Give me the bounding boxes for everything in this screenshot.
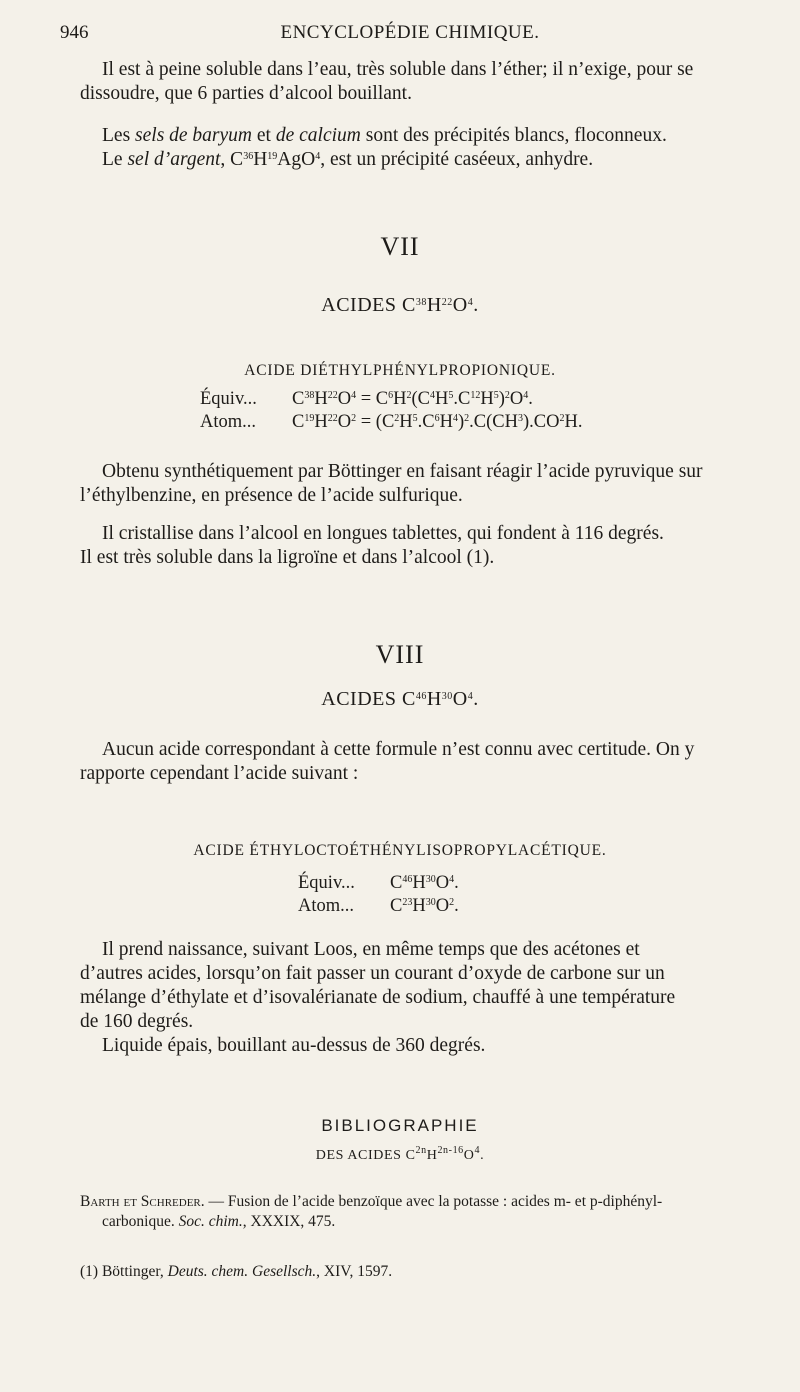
synthesis-paragraph: [80, 460, 758, 508]
loos-line-1: Il prend naissance, suivant Loos, en même temps que des acétones et: [102, 939, 640, 960]
salts-line: Les sels de baryum et de calcium sont des précipités blancs, floconneux.: [102, 125, 667, 146]
crystallization-line-1: Il cristallise dans l’alcool en longues tablettes, qui fondent à 116 degrés.: [102, 523, 664, 544]
synthesis-line-2: l’éthylbenzine, en présence de l’acide sulfurique.: [80, 485, 463, 506]
intro-line-1: Il est à peine soluble dans l’eau, très soluble dans l’éther; il n’exige, pour se: [102, 59, 694, 80]
bibliography-subtitle: DES ACIDES $C^{2n}H^{2n-16}O^4$.: [315, 1145, 485, 1163]
bibliography-entry-line-2: carbonique. Soc. chim., XXXIX, 475.: [102, 1213, 336, 1230]
section-title-8: ACIDES $C^{46}H^{30}O^4$.: [321, 688, 479, 710]
formula-block-8: [298, 872, 459, 918]
intro-paragraph: [80, 58, 758, 106]
silver-line: Le sel d’argent, $C^{36}H^{19}AgO^4$, est un précipité caséeux, anhydre.: [102, 149, 594, 170]
equiv-formula-7: Équiv... $C^{38}H^{22}O^4 = C^6H^2(C^4H^5.C^{12}H^5)^2O^4$.: [200, 389, 533, 409]
section-number-8: VIII: [375, 640, 425, 669]
intro-line-2: dissoudre, que 6 parties d’alcool bouillant.: [80, 83, 412, 104]
crystallization-paragraph: [80, 522, 758, 570]
equiv-formula-8: Équiv... $C^{46}H^{30}O^4$.: [298, 873, 459, 893]
uncertain-line-2: rapporte cependant l’acide suivant :: [80, 763, 359, 784]
uncertain-line-1: Aucun acide correspondant à cette formule n’est connu avec certitude. On y: [102, 739, 695, 760]
salts-paragraph: [80, 124, 758, 172]
loos-paragraph: [80, 938, 758, 1058]
synthesis-line-1: Obtenu synthétiquement par Böttinger en faisant réagir l’acide pyruvique sur: [102, 461, 703, 482]
bibliography-entry-line-1: Barth et Schreder. — Fusion de l’acide benzoïque avec la potasse : acides m- et p-diphényl-: [80, 1193, 663, 1210]
footnote: (1) Böttinger, Deuts. chem. Gesellsch., XIV, 1597.: [80, 1263, 393, 1280]
loos-line-2: d’autres acides, lorsqu’on fait passer un courant d’oxyde de carbone sur un: [80, 963, 665, 984]
acid-name-ethyloctoethenylisopropylacetique: ACIDE ÉTHYLOCTOÉTHÉNYLISOPROPYLACÉTIQUE.: [193, 842, 607, 859]
liquid-line: Liquide épais, bouillant au-dessus de 360 degrés.: [102, 1035, 486, 1056]
section-title-7: ACIDES $C^{38}H^{22}O^4$.: [321, 294, 479, 316]
atom-formula-8: Atom... $C^{23}H^{30}O^2$.: [298, 896, 459, 916]
bibliography-entry: [80, 1192, 762, 1232]
acid-name-diethylphenylpropionique: ACIDE DIÉTHYLPHÉNYLPROPIONIQUE.: [244, 362, 556, 379]
bibliography-title: BIBLIOGRAPHIE: [321, 1116, 479, 1135]
crystallization-line-2: Il est très soluble dans la ligroïne et dans l’alcool (1).: [80, 547, 495, 568]
section-number-7: VII: [380, 232, 420, 261]
atom-formula-7: Atom... $C^{19}H^{22}O^2 = (C^2H^5.C^6H^4)^2.C(CH^3).CO^2H$.: [200, 412, 583, 432]
uncertain-paragraph: [80, 738, 758, 786]
page-header: [60, 22, 760, 48]
formula-block-7: [200, 388, 583, 434]
page-number: 946: [60, 22, 89, 43]
running-title: ENCYCLOPÉDIE CHIMIQUE.: [280, 22, 540, 43]
loos-line-4: de 160 degrés.: [80, 1011, 194, 1032]
loos-line-3: mélange d’éthylate et d’isovalérianate de sodium, chauffé à une température: [80, 987, 676, 1008]
